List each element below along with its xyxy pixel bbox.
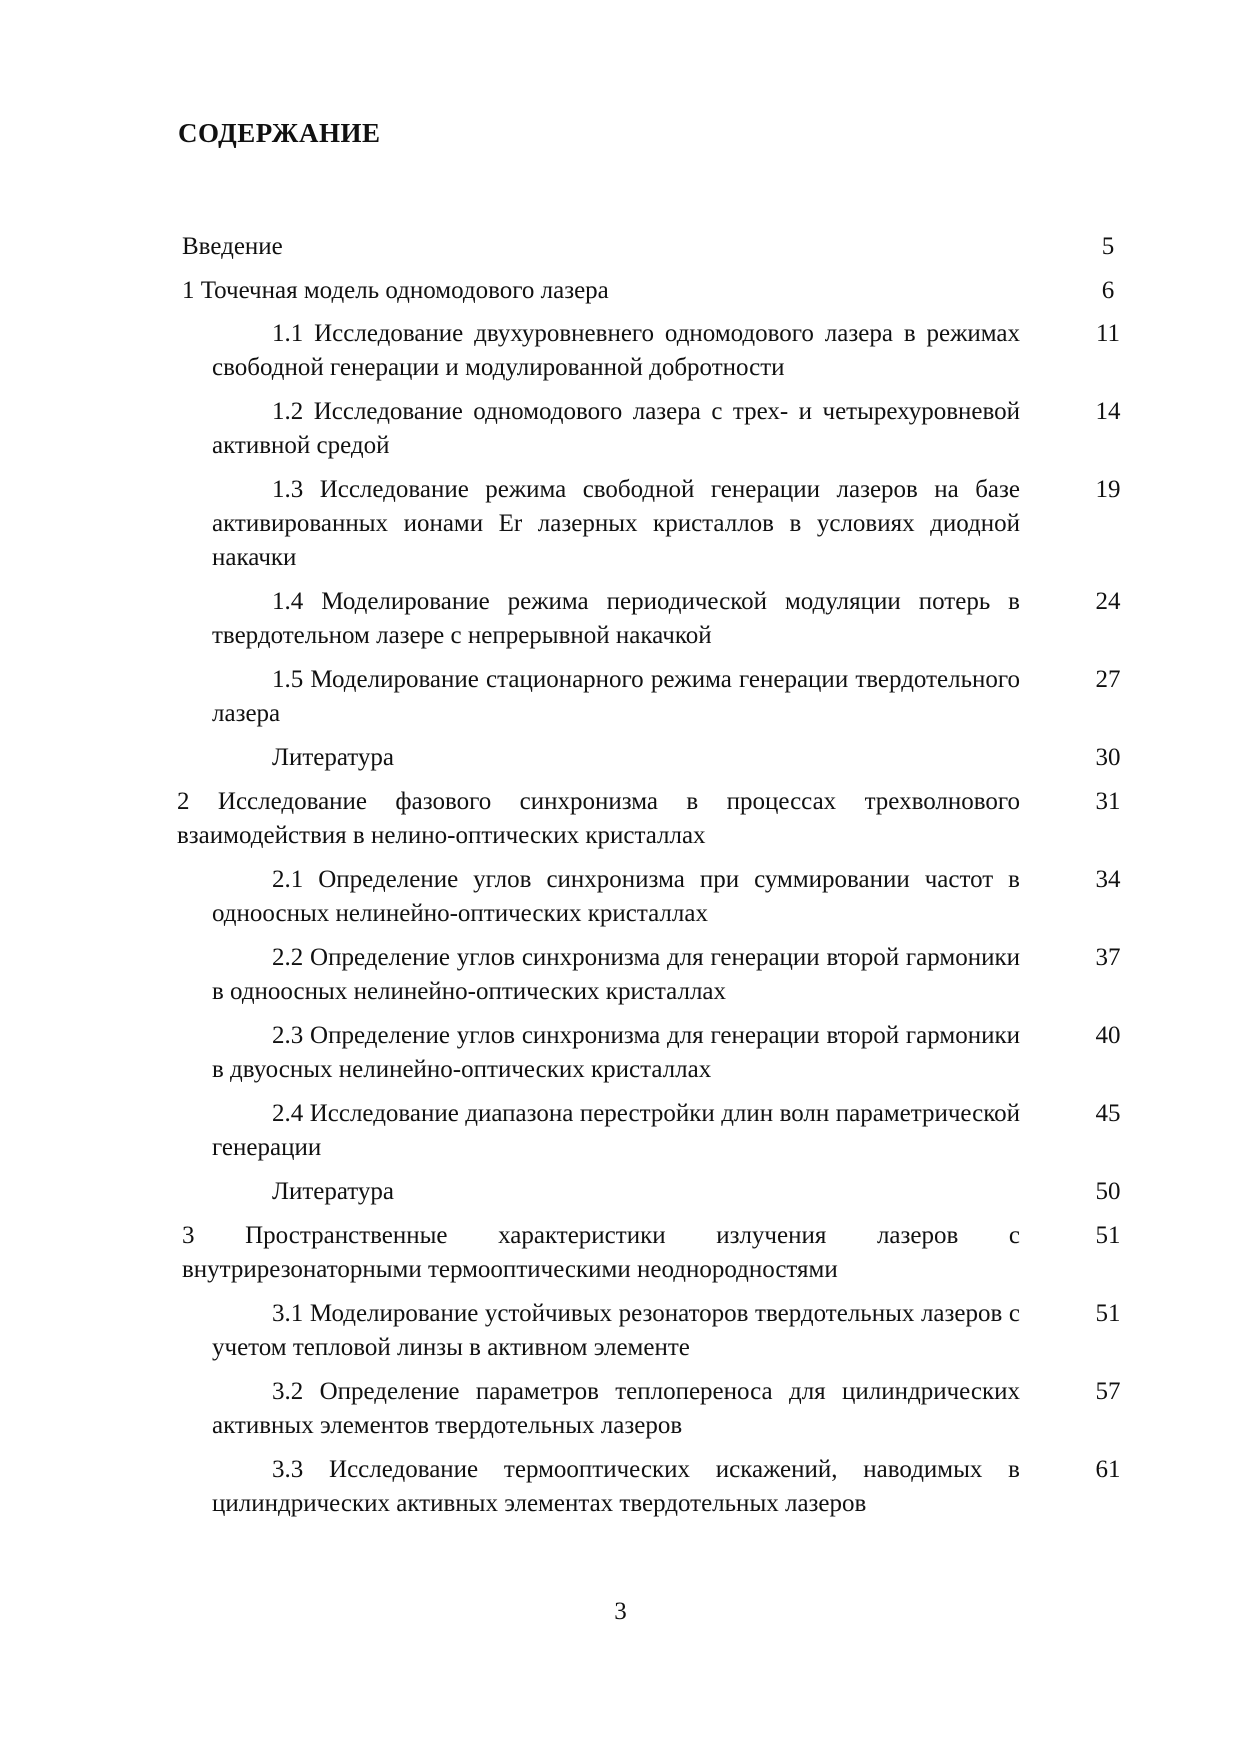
toc-entry-section-3-1[interactable] <box>0 1297 1241 1365</box>
toc-entry-section-3-2[interactable] <box>0 1375 1241 1443</box>
toc-entry-page: 50 <box>1095 1178 1121 1205</box>
toc-entry-chapter-3[interactable] <box>0 1219 1241 1287</box>
toc-entry-page: 27 <box>1095 666 1121 693</box>
page-title: СОДЕРЖАНИЕ <box>178 118 381 148</box>
toc-entry-page: 14 <box>1095 398 1121 425</box>
toc-entry-literature-1[interactable] <box>0 741 1241 775</box>
toc-entry-title: 3 Пространственные характеристики излучения лазеров с внутрирезонаторными термооптическими неоднородностями <box>182 1222 1020 1283</box>
toc-entry-page: 24 <box>1095 588 1121 615</box>
table-of-contents <box>0 230 1241 1521</box>
toc-entry-title: 3.3 Исследование термооптических искажений, наводимых в цилиндрических активных элементах твердотельных лазеров <box>212 1456 1020 1517</box>
toc-entry-page: 37 <box>1095 944 1121 971</box>
page-number: 3 <box>614 1598 627 1625</box>
toc-entry-title: 1.2 Исследование одномодового лазера с трех- и четырехуровневой активной средой <box>212 398 1020 459</box>
toc-entry-title: Литература <box>272 1178 394 1205</box>
toc-entry-page: 57 <box>1095 1378 1121 1405</box>
toc-entry-page: 40 <box>1095 1022 1121 1049</box>
toc-entry-page: 45 <box>1095 1100 1121 1127</box>
toc-entry-section-1-3[interactable] <box>0 473 1241 575</box>
toc-entry-title: 1 Точечная модель одномодового лазера <box>182 277 609 304</box>
toc-entry-section-1-4[interactable] <box>0 585 1241 653</box>
toc-entry-page: 30 <box>1095 744 1121 771</box>
toc-entry-title: Введение <box>182 233 283 260</box>
toc-entry-section-3-3[interactable] <box>0 1453 1241 1521</box>
toc-entry-title: 2.3 Определение углов синхронизма для генерации второй гармоники в двуосных нелинейно-оптических кристаллах <box>212 1022 1020 1083</box>
toc-entry-section-2-4[interactable] <box>0 1097 1241 1165</box>
toc-entry-title: 1.5 Моделирование стационарного режима генерации твердотельного лазера <box>212 666 1020 727</box>
toc-entry-title: Литература <box>272 744 394 771</box>
toc-entry-title: 3.1 Моделирование устойчивых резонаторов твердотельных лазеров с учетом тепловой линзы в активном элементе <box>212 1300 1020 1361</box>
toc-entry-title: 1.3 Исследование режима свободной генерации лазеров на базе активированных ионами Er лазерных кристаллов в условиях диодной накачки <box>212 476 1020 571</box>
toc-entry-title: 3.2 Определение параметров теплопереноса для цилиндрических активных элементов твердотельных лазеров <box>212 1378 1020 1439</box>
toc-entry-page: 34 <box>1095 866 1121 893</box>
toc-entry-page: 5 <box>1101 233 1115 260</box>
toc-entry-page: 31 <box>1095 788 1121 815</box>
toc-entry-page: 6 <box>1101 277 1115 304</box>
toc-entry-title: 1.1 Исследование двухуровневнего одномодового лазера в режимах свободной генерации и модулированной добротности <box>212 320 1020 381</box>
toc-entry-section-1-2[interactable] <box>0 395 1241 463</box>
toc-entry-page: 51 <box>1095 1300 1121 1327</box>
toc-entry-title: 2.2 Определение углов синхронизма для генерации второй гармоники в одноосных нелинейно-оптических кристаллах <box>212 944 1020 1005</box>
toc-entry-page: 11 <box>1095 320 1121 347</box>
toc-entry-section-2-2[interactable] <box>0 941 1241 1009</box>
toc-entry-chapter-2[interactable] <box>0 785 1241 853</box>
toc-entry-section-1-1[interactable] <box>0 317 1241 385</box>
toc-entry-title: 2.4 Исследование диапазона перестройки длин волн параметрической генерации <box>212 1100 1020 1161</box>
toc-entry-title: 2 Исследование фазового синхронизма в процессах трехволнового взаимодействия в нелино-оптических кристаллах <box>177 788 1020 849</box>
toc-entry-section-1-5[interactable] <box>0 663 1241 731</box>
toc-entry-section-2-1[interactable] <box>0 863 1241 931</box>
toc-entry-chapter-1[interactable] <box>0 274 1241 308</box>
toc-entry-page: 19 <box>1095 476 1121 503</box>
toc-entry-page: 61 <box>1095 1456 1121 1483</box>
toc-entry-page: 51 <box>1095 1222 1121 1249</box>
toc-entry-title: 2.1 Определение углов синхронизма при суммировании частот в одноосных нелинейно-оптических кристаллах <box>212 866 1020 927</box>
toc-entry-literature-2[interactable] <box>0 1175 1241 1209</box>
toc-entry-introduction[interactable] <box>0 230 1241 264</box>
toc-entry-section-2-3[interactable] <box>0 1019 1241 1087</box>
toc-entry-title: 1.4 Моделирование режима периодической модуляции потерь в твердотельном лазере с непрерывной накачкой <box>212 588 1020 649</box>
